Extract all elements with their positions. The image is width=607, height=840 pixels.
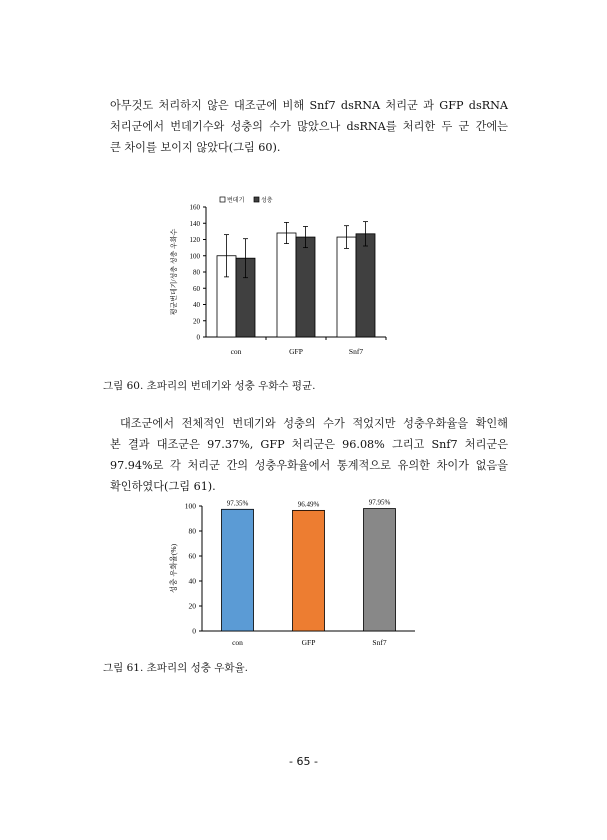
paragraph-line: 확인하였다(그림 61). xyxy=(110,480,216,493)
paragraph-line: 97.94%로 각 처리군 간의 성충우화율에서 통계적으로 유의한 차이가 없음을 xyxy=(110,459,508,472)
data-label: 97.35% xyxy=(226,499,249,508)
y-tick-label: 80 xyxy=(188,526,196,536)
y-tick-label: 40 xyxy=(188,576,196,586)
y-tick-label: 0 xyxy=(192,626,196,636)
x-tick-label: con xyxy=(232,638,243,647)
page-number: - 65 - xyxy=(289,755,318,768)
figure-60-chart xyxy=(160,190,400,370)
x-tick-label: GFP xyxy=(289,347,303,356)
bar-snf7 xyxy=(364,509,396,631)
bar-pupa xyxy=(337,237,356,337)
y-tick-label: 140 xyxy=(189,219,200,228)
x-tick-label: con xyxy=(230,347,242,356)
bar-gfp xyxy=(293,510,325,631)
figure-61-caption: 그림 61. 초파리의 성충 우화율. xyxy=(103,662,248,674)
paragraph-2 xyxy=(110,413,508,497)
paragraph-line: 처리군에서 번데기수와 성충의 수가 많았으나 dsRNA를 처리한 두 군 간에는 xyxy=(110,120,508,133)
paragraph-line: 아무것도 처리하지 않은 대조군에 비해 Snf7 dsRNA 처리군 과 GFP dsRNA xyxy=(110,99,508,112)
legend-swatch xyxy=(220,197,225,202)
bar-pupa xyxy=(277,233,296,337)
y-tick-label: 0 xyxy=(196,333,200,342)
y-tick-label: 80 xyxy=(193,268,200,277)
y-tick-label: 20 xyxy=(188,601,196,611)
y-tick-label: 100 xyxy=(189,252,200,261)
figure-60-caption: 그림 60. 초파리의 번데기와 성충 우화수 평균. xyxy=(103,380,316,392)
x-tick-label: GFP xyxy=(301,638,316,647)
paragraph-1 xyxy=(110,95,508,158)
legend-swatch xyxy=(254,197,259,202)
y-tick-label: 60 xyxy=(193,284,200,293)
y-axis-label: 평균번데기/성충 성충 우화수 xyxy=(170,228,178,316)
data-label: 97.95% xyxy=(368,498,391,507)
y-axis-label: 성충 우화율(%) xyxy=(169,543,178,594)
data-label: 96.49% xyxy=(297,500,320,509)
paragraph-line: 대조군에서 전체적인 번데기와 성충의 수가 적었지만 성충우화율을 확인해 xyxy=(120,417,508,430)
bar-con xyxy=(222,509,254,631)
paragraph-line: 큰 차이를 보이지 않았다(그림 60). xyxy=(110,141,281,154)
legend-label: 번데기 xyxy=(227,198,245,204)
bar-adult xyxy=(296,237,315,337)
figure-61-chart xyxy=(160,488,440,653)
x-tick-label: Snf7 xyxy=(348,347,364,356)
bar-adult xyxy=(356,234,375,337)
y-tick-label: 120 xyxy=(189,236,200,244)
y-tick-label: 100 xyxy=(184,501,196,511)
y-tick-label: 20 xyxy=(193,317,200,326)
y-tick-label: 60 xyxy=(188,551,196,561)
y-tick-label: 40 xyxy=(193,301,200,309)
y-tick-label: 160 xyxy=(189,203,200,212)
paragraph-line: 본 결과 대조군은 97.37%, GFP 처리군은 96.08% 그리고 Snf7 처리군은 xyxy=(110,438,508,451)
legend-label: 성충 xyxy=(261,198,273,204)
x-tick-label: Snf7 xyxy=(372,638,387,647)
